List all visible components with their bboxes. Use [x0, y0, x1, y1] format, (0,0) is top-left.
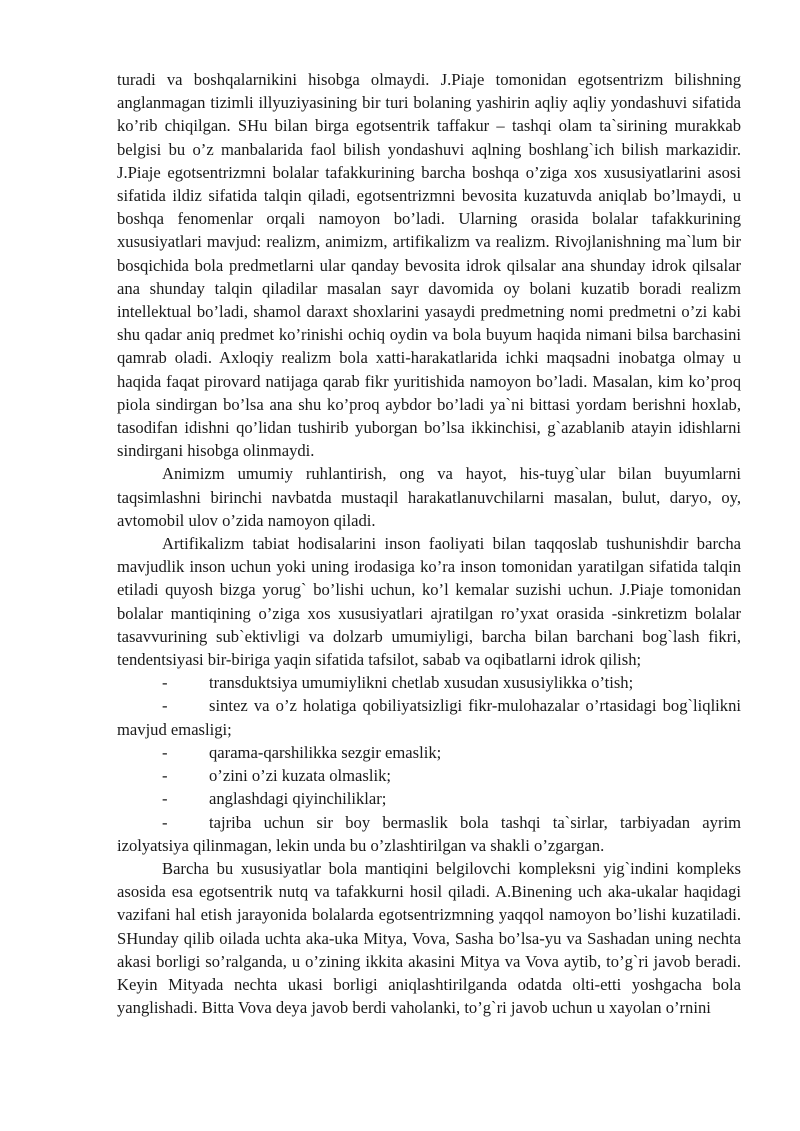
list-dash: - [162, 742, 168, 762]
list-item-text: sintez va o’z holatiga qobiliyatsizligi fikr-mulohazalar o’rtasidagi bog`liqlikni mavjud emasligi; [117, 696, 741, 739]
list-item-text: anglashdagi qiyinchiliklar; [209, 789, 387, 809]
document-page [117, 68, 741, 1019]
list-dash: - [162, 812, 168, 832]
list-item-transduction [117, 671, 741, 694]
paragraph-egocentrism: turadi va boshqalarnikini hisobga olmaydi. J.Piaje tomonidan egotsentrizm bilishning anglanmagan tizimli illyuziyasining bir turi bolaning yashirin aqliy aqliy yondashuvi sifatida ko’rib chiqilgan. SHu bilan birga egotsentrik taffakur – tashqi olam ta`sirining murakkab belgisi bu o’z manbalarida faol bilish yondashuvi aqlning boshlang`ich bilish markazidir. J.Piaje egotsentrizmni bolalar tafakkurining barcha boshqa o’ziga xos xususiyatlarini asosi sifatida ildiz sifatida talqin qiladi, egotsentrizmni bevosita kuzatuvda aniqlab bo’lmaydi, u boshqa fenomenlar orqali namoyon bo’ladi. Ularning orasida bolalar tafakkurining xususiyatlari mavjud: realizm, animizm, artifikalizm va realizm. Rivojlanishning ma`lum bir bosqichida bola predmetlarni ular qanday bevosita idrok qilsalar ana shunday idrok qilsalar ana shunday talqin qiladilar masalan sayr davomida oy bolani kuzatib boradi realizm intellektual bo’ladi, shamol daraxt shoxlarini yasaydi predmetning nomi predmetni o’zi kabi shu qadar aniq predmet ko’rinishi ochiq oydin va bola buyum haqida nimani bilsa barchasini qamrab oladi. Axloqiy realizm bola xatti-harakatlarida ichki maqsadni inobatga olmay u haqida faqat pirovard natijaga qarab fikr yuritishida namoyon bo’ladi. Masalan, kim ko’proq piola sindirgan bo’lsa ana shu ko’proq aybdor bo’ladi ya`ni bittasi yordam berishni hoxlab, tasodifan idishni qo’lidan tushirib yuborgan bo’lsa ikkinchisi, g`azablanib atayin idishlarni sindirgani hisobga olinmaydi. [117, 70, 741, 461]
list-item-text: o’zini o’zi kuzata olmaslik; [209, 766, 392, 786]
list-item-text: transduktsiya umumiylikni chetlab xusudan xususiylikka o’tish; [209, 673, 634, 693]
list-item-text: tajriba uchun sir boy bermaslik bola tashqi ta`sirlar, tarbiyadan ayrim izolyatsiya qilinmagan, lekin unda bu o’zlashtirilgan va shakli o’zgargan. [117, 812, 741, 855]
list-item-self-observation [117, 764, 741, 787]
list-dash: - [162, 696, 168, 716]
list-item-synthesis [117, 694, 741, 740]
paragraph-animism: Animizm umumiy ruhlantirish, ong va hayot, his-tuyg`ular bilan buyumlarni taqsimlashni birinchi navbatda mustaqil harakatlanuvchilarni masalan, bulut, daryo, oy, avtomobil ulov o’zida namoyon qiladi. [117, 464, 741, 530]
list-dash: - [162, 673, 168, 693]
list-dash: - [162, 789, 168, 809]
list-dash: - [162, 766, 168, 786]
list-item-contradiction [117, 741, 741, 764]
paragraph-binet-task: Barcha bu xususiyatlar bola mantiqini belgilovchi kompleksni yig`indini kompleks asosida esa egotsentrik nutq va tafakkurni hosil qiladi. A.Binening uch aka-ukalar haqidagi vazifani hal etish jarayonida bolalarda egotsentrizmning yaqqol namoyon bo’lishi kuzatiladi. SHunday qilib oilada uchta aka-uka Mitya, Vova, Sasha bo’lsa-yu va Sashadan uning nechta akasi borligi so’ralganda, u o’zining ikkita akasini Mitya va Vova aytib, to’g`ri javob beradi. Keyin Mityada nechta ukasi borligi aniqlashtirilganda odatda olti-etti yoshgacha bola yanglishadi. Bitta Vova deya javob berdi vaholanki, to’g`ri javob uchun u xayolan o’rnini [117, 858, 741, 1018]
paragraph-artificialism: Artifikalizm tabiat hodisalarini inson faoliyati bilan taqqoslab tushunishdir barcha mavjudlik inson uchun yoki uning irodasiga ko’ra inson tomonidan yaratilgan sifatida talqin etiladi quyosh bizga yorug` bo’lishi uchun, ko’l kemalar suzishi uchun. J.Piaje tomonidan bolalar mantiqining o’ziga xos xususiyatlari ajratilgan ro’yxat orasida -sinkretizm bolalar tasavvurining sub`ektivligi va dolzarb umumiyligi, barcha bilan barchani bog`lash fikri, tendentsiyasi bir-biriga yaqin sifatida tafsilot, sabab va oqibatlarni idrok qilish; [117, 534, 741, 670]
list-item-text: qarama-qarshilikka sezgir emaslik; [209, 742, 442, 762]
list-item-understanding [117, 787, 741, 810]
list-item-experience [117, 811, 741, 857]
